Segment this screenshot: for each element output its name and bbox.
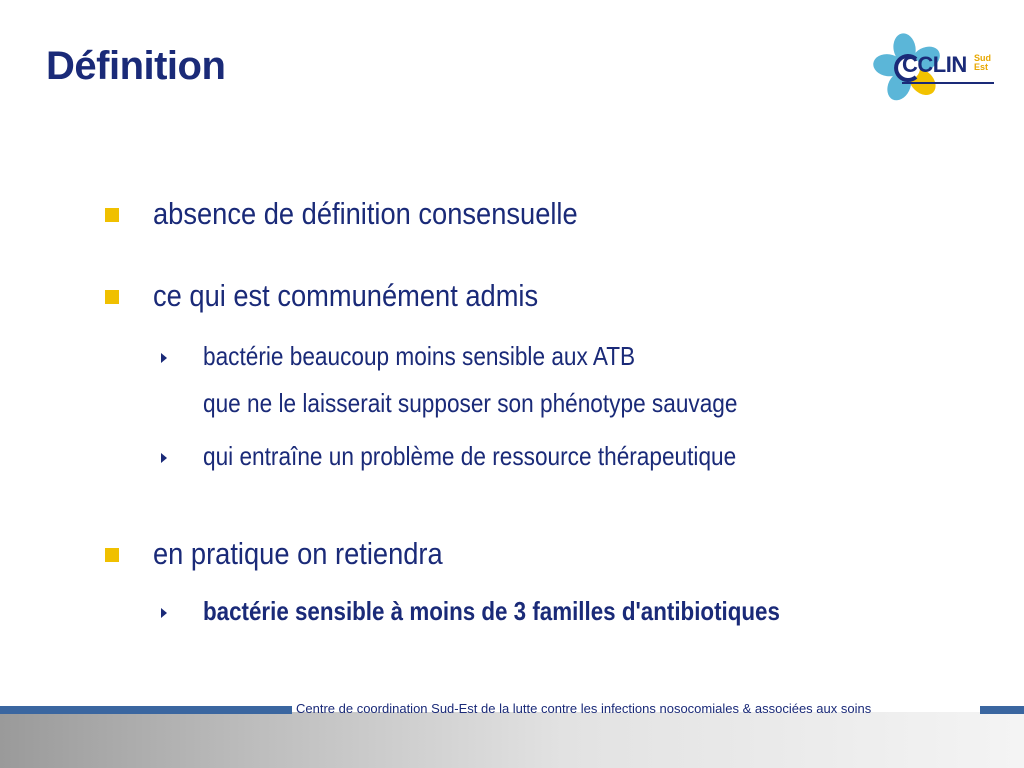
bullet-item: ce qui est communément admis (153, 278, 539, 313)
square-bullet-icon (105, 290, 119, 304)
logo-region-line2: Est (974, 62, 989, 72)
sub-bullet-item: bactérie beaucoup moins sensible aux ATB (203, 341, 636, 371)
logo-region-line1: Sud (974, 53, 991, 63)
sub-bullet-continuation: que ne le laisserait supposer son phénotype sauvage (203, 388, 738, 418)
triangle-right-icon (161, 353, 167, 363)
footer-band (0, 712, 1024, 768)
logo-region (974, 54, 991, 72)
footer-text: Centre de coordination Sud-Est de la lutte contre les infections nosocomiales & associées aux soins (296, 701, 872, 716)
bullet-item: absence de définition consensuelle (153, 196, 578, 231)
square-bullet-icon (105, 208, 119, 222)
footer-bar-left (0, 706, 292, 714)
square-bullet-icon (105, 548, 119, 562)
logo-underline (902, 82, 994, 84)
sub-bullet-item: qui entraîne un problème de ressource thérapeutique (203, 441, 737, 471)
triangle-right-icon (161, 453, 167, 463)
sub-bullet-item-emphasis: bactérie sensible à moins de 3 familles d'antibiotiques (203, 596, 780, 626)
triangle-right-icon (161, 608, 167, 618)
bullet-item: en pratique on retiendra (153, 536, 443, 571)
slide-title: Définition (46, 44, 226, 88)
footer-bar-right (980, 706, 1024, 714)
logo-wordmark: CCLIN (902, 52, 967, 77)
cclin-logo (868, 32, 1000, 104)
